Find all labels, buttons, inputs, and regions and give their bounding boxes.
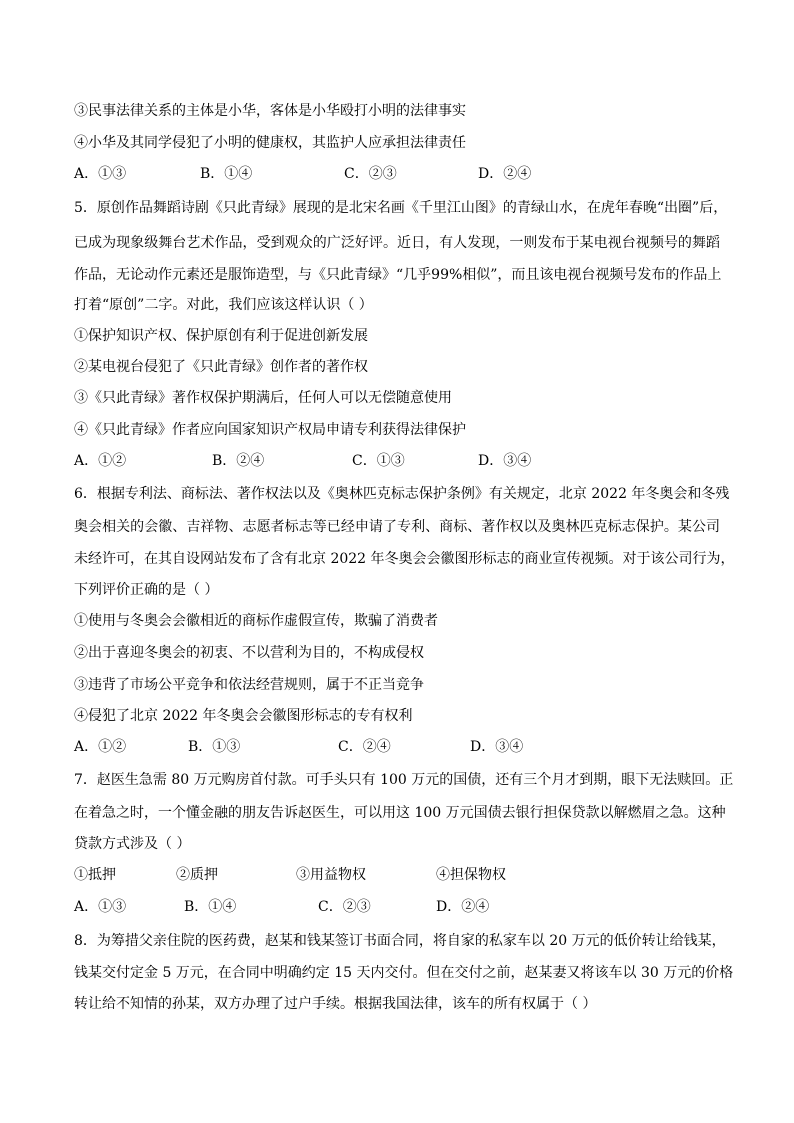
q6-stem-line-2: 奥会相关的会徽、吉祥物、志愿者标志等已经申请了专利、商标、著作权以及奥林匹克标志保护。某公司 bbox=[74, 519, 720, 535]
q4-option-a[interactable]: A．①③ bbox=[74, 166, 127, 182]
q7-stem-line-1: 7．赵医生急需 80 万元购房首付款。可手头只有 100 万元的国债，还有三个月才到期，眼下无法赎回。正 bbox=[74, 772, 734, 788]
q5-option-a[interactable]: A．①② bbox=[74, 453, 127, 469]
q4-item-4: ④小华及其同学侵犯了小明的健康权，其监护人应承担法律责任 bbox=[74, 135, 466, 151]
q7-item-2: ②质押 bbox=[176, 867, 218, 883]
q7-stem-line-2: 在着急之时，一个懂金融的朋友告诉赵医生，可以用这 100 万元国债去银行担保贷款以解燃眉之急。这种 bbox=[74, 805, 726, 821]
q7-option-b[interactable]: B．①④ bbox=[184, 899, 237, 915]
q5-stem-line-3: 作品，无论动作元素还是服饰造型，与《只此青绿》“几乎99%相似”，而且该电视台视频号发布的作品上 bbox=[74, 267, 722, 283]
q5-option-c[interactable]: C．①③ bbox=[352, 453, 405, 469]
q4-option-d[interactable]: D．②④ bbox=[478, 166, 532, 182]
q5-item-2: ②某电视台侵犯了《只此青绿》创作者的著作权 bbox=[74, 359, 368, 375]
q7-stem-line-3: 贷款方式涉及（ ） bbox=[74, 836, 191, 852]
q8-stem-line-3: 转让给不知情的孙某，双方办理了过户手续。根据我国法律，该车的所有权属于（ ） bbox=[74, 996, 597, 1012]
q6-stem-line-1: 6．根据专利法、商标法、著作权法以及《奥林匹克标志保护条例》有关规定，北京 2022 年冬奥会和冬残 bbox=[74, 486, 730, 502]
q5-option-d[interactable]: D．③④ bbox=[478, 453, 532, 469]
q7-option-a[interactable]: A．①③ bbox=[74, 899, 127, 915]
q8-stem-line-1: 8．为筹措父亲住院的医药费，赵某和钱某签订书面合同，将自家的私家车以 20 万元的低价转让给钱某， bbox=[74, 933, 726, 949]
q6-item-1: ①使用与冬奥会会徽相近的商标作虚假宣传，欺骗了消费者 bbox=[74, 613, 438, 629]
q7-option-c[interactable]: C．②③ bbox=[318, 899, 371, 915]
q6-option-a[interactable]: A．①② bbox=[74, 739, 127, 755]
q4-item-3: ③民事法律关系的主体是小华，客体是小华殴打小明的法律事实 bbox=[74, 103, 466, 119]
q5-option-b[interactable]: B．②④ bbox=[212, 453, 265, 469]
q7-item-1: ①抵押 bbox=[74, 867, 116, 883]
q5-stem-line-4: 打着“原创”二字。对此，我们应该这样认识（ ） bbox=[74, 297, 373, 313]
q7-item-4: ④担保物权 bbox=[436, 867, 506, 883]
q7-item-3: ③用益物权 bbox=[296, 867, 366, 883]
q7-option-d[interactable]: D．②④ bbox=[436, 899, 490, 915]
q6-option-d[interactable]: D．③④ bbox=[470, 739, 524, 755]
q6-stem-line-3: 未经许可，在其自设网站发布了含有北京 2022 年冬奥会会徽图形标志的商业宣传视频。对于该公司行为， bbox=[74, 551, 735, 567]
q5-item-3: ③《只此青绿》著作权保护期满后，任何人可以无偿随意使用 bbox=[74, 390, 452, 406]
q5-item-1: ①保护知识产权、保护原创有利于促进创新发展 bbox=[74, 328, 368, 344]
q6-stem-line-4: 下列评价正确的是（ ） bbox=[74, 582, 219, 598]
q6-option-b[interactable]: B．①③ bbox=[188, 739, 241, 755]
q4-option-b[interactable]: B．①④ bbox=[200, 166, 253, 182]
q6-item-3: ③违背了市场公平竞争和依法经营规则，属于不正当竞争 bbox=[74, 677, 424, 693]
q5-stem-line-2: 已成为现象级舞台艺术作品，受到观众的广泛好评。近日，有人发现，一则发布于某电视台视频号的舞蹈 bbox=[74, 235, 720, 251]
q6-item-4: ④侵犯了北京 2022 年冬奥会会徽图形标志的专有权利 bbox=[74, 708, 413, 724]
q5-item-4: ④《只此青绿》作者应向国家知识产权局申请专利获得法律保护 bbox=[74, 422, 466, 438]
q8-stem-line-2: 钱某交付定金 5 万元，在合同中明确约定 15 天内交付。但在交付之前，赵某妻又将该车以 30 万元的价格 bbox=[74, 965, 734, 981]
q6-option-c[interactable]: C．②④ bbox=[338, 739, 391, 755]
q4-option-c[interactable]: C．②③ bbox=[344, 166, 397, 182]
q6-item-2: ②出于喜迎冬奥会的初衷、不以营利为目的，不构成侵权 bbox=[74, 645, 424, 661]
q5-stem-line-1: 5．原创作品舞蹈诗剧《只此青绿》展现的是北宋名画《千里江山图》的青绿山水，在虎年春晚“出圈”后， bbox=[74, 200, 728, 216]
